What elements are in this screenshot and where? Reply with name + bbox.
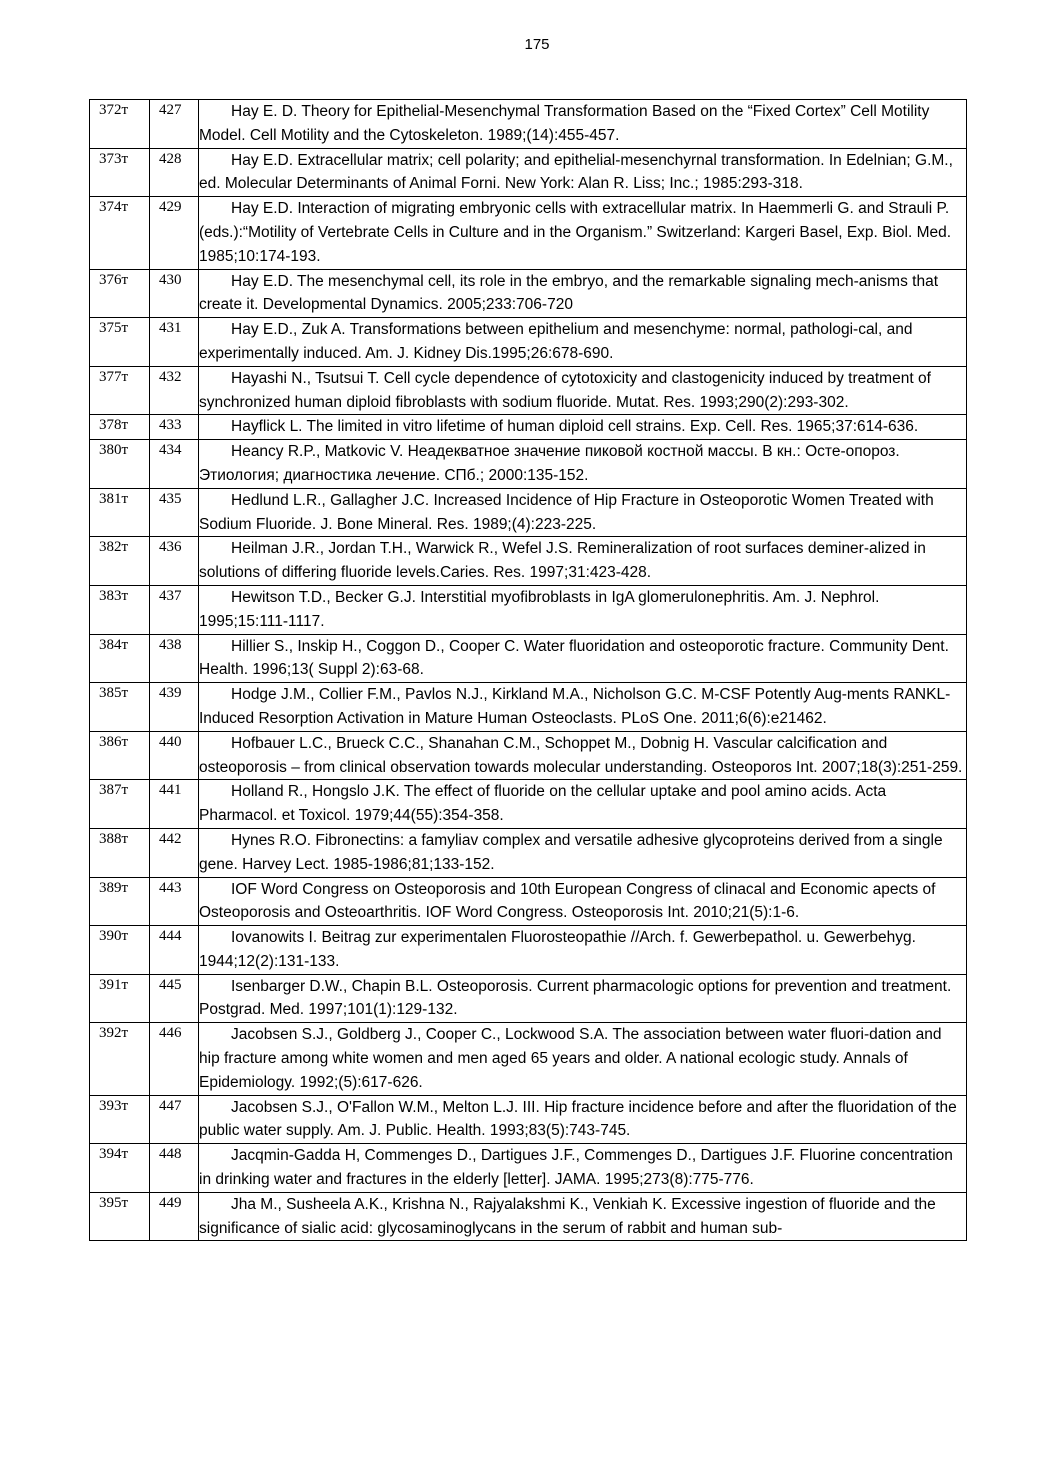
local-number-cell bbox=[90, 366, 150, 415]
reference-text: Heilman J.R., Jordan T.H., Warwick R., Wefel J.S. Remineralization of root surfaces deminer-alized in solutions of differing fluoride levels.Caries. Res. 1997;31:423-428. bbox=[199, 537, 967, 586]
reference-row bbox=[90, 269, 967, 318]
reference-number-cell bbox=[150, 1095, 199, 1144]
reference-number: 429 bbox=[159, 199, 182, 216]
local-number: 385т bbox=[99, 685, 129, 702]
local-number: 387т bbox=[99, 782, 129, 799]
reference-text: Hay E.D. The mesenchymal cell, its role in the embryo, and the remarkable signaling mech-anisms that create it. Developmental Dynamics. 2005;233:706-720 bbox=[199, 269, 967, 318]
reference-number: 449 bbox=[159, 1194, 182, 1211]
reference-number-cell bbox=[150, 366, 199, 415]
reference-number: 437 bbox=[159, 587, 182, 604]
reference-row bbox=[90, 148, 967, 197]
reference-text: Hewitson T.D., Becker G.J. Interstitial myofibroblasts in IgA glomerulonephritis. Am. J. Nephrol. 1995;15:111-1117. bbox=[199, 585, 967, 634]
reference-text: IOF Word Congress on Osteoporosis and 10th European Congress of clinacal and Economic apects of Osteoporosis and Osteoarthritis. IOF Word Congress. Osteoporosis Int. 2010;21(5):1-6. bbox=[199, 877, 967, 926]
reference-number-cell bbox=[150, 731, 199, 780]
reference-text: Isenbarger D.W., Chapin B.L. Osteoporosis. Current pharmacologic options for prevention and treatment. Postgrad. Med. 1997;101(1):129-132. bbox=[199, 974, 967, 1023]
reference-text: Hayflick L. The limited in vitro lifetime of human diploid cell strains. Exp. Cell. Res. 1965;37:614-636. bbox=[199, 415, 967, 440]
reference-text: Jacobsen S.J., O'Fallon W.M., Melton L.J. III. Hip fracture incidence before and after the fluoridation of the public water supply. Am. J. Public. Health. 1993;83(5):743-745. bbox=[199, 1095, 967, 1144]
reference-number: 438 bbox=[159, 636, 182, 653]
reference-number: 441 bbox=[159, 782, 182, 799]
local-number: 381т bbox=[99, 490, 129, 507]
reference-text: Hillier S., Inskip H., Coggon D., Cooper C. Water fluoridation and osteoporotic fracture. Community Dent. Health. 1996;13( Suppl 2):63-68. bbox=[199, 634, 967, 683]
reference-text: Hay E.D. Interaction of migrating embryonic cells with extracellular matrix. In Haemmerli G. and Strauli P. (eds.):“Motility of Vertebrate Cells in Culture and in the Organism.” Switzerland: Kargeri Basel, Exp. Biol. Med. 1985;10:174-193. bbox=[199, 197, 967, 269]
reference-number-cell bbox=[150, 974, 199, 1023]
local-number: 391т bbox=[99, 976, 129, 993]
reference-row bbox=[90, 585, 967, 634]
local-number-cell bbox=[90, 828, 150, 877]
reference-text: Heancy R.P., Matkovic V. Неадекватное значение пиковой костной массы. В кн.: Осте-опороз. Этиология; диагностика лечение. СПб.; 2000:135-152. bbox=[199, 440, 967, 489]
reference-number-cell bbox=[150, 877, 199, 926]
local-number: 375т bbox=[99, 320, 129, 337]
local-number: 382т bbox=[99, 539, 129, 556]
reference-number-cell bbox=[150, 780, 199, 829]
local-number: 383т bbox=[99, 587, 129, 604]
reference-text: Hay E. D. Theory for Epithelial-Mesenchymal Transformation Based on the “Fixed Cortex” Cell Motility Model. Cell Motility and the Cytoskeleton. 1989;(14):455-457. bbox=[199, 100, 967, 149]
reference-number-cell bbox=[150, 318, 199, 367]
references-table bbox=[89, 99, 967, 1241]
reference-number: 430 bbox=[159, 271, 182, 288]
reference-number: 448 bbox=[159, 1146, 182, 1163]
reference-row bbox=[90, 731, 967, 780]
reference-text: Hynes R.O. Fibronectins: a famyliav complex and versatile adhesive glycoproteins derived from a single gene. Harvey Lect. 1985-1986;81;133-152. bbox=[199, 828, 967, 877]
reference-row bbox=[90, 974, 967, 1023]
reference-row bbox=[90, 197, 967, 269]
local-number-cell bbox=[90, 926, 150, 975]
reference-row bbox=[90, 488, 967, 537]
local-number-cell bbox=[90, 537, 150, 586]
local-number-cell bbox=[90, 974, 150, 1023]
reference-number-cell bbox=[150, 1023, 199, 1095]
reference-row bbox=[90, 634, 967, 683]
reference-number: 447 bbox=[159, 1097, 182, 1114]
local-number-cell bbox=[90, 1023, 150, 1095]
local-number-cell bbox=[90, 318, 150, 367]
local-number-cell bbox=[90, 634, 150, 683]
reference-number-cell bbox=[150, 415, 199, 440]
local-number-cell bbox=[90, 415, 150, 440]
local-number: 389т bbox=[99, 879, 129, 896]
local-number: 373т bbox=[99, 150, 129, 167]
local-number: 378т bbox=[99, 417, 129, 434]
reference-number: 444 bbox=[159, 928, 182, 945]
reference-number: 434 bbox=[159, 442, 182, 459]
local-number: 395т bbox=[99, 1194, 129, 1211]
reference-row bbox=[90, 1192, 967, 1241]
reference-text: Hedlund L.R., Gallagher J.C. Increased Incidence of Hip Fracture in Osteoporotic Women Treated with Sodium Fluoride. J. Bone Mineral. Res. 1989;(4):223-225. bbox=[199, 488, 967, 537]
reference-row bbox=[90, 828, 967, 877]
local-number-cell bbox=[90, 148, 150, 197]
reference-number-cell bbox=[150, 148, 199, 197]
local-number-cell bbox=[90, 1192, 150, 1241]
reference-text: Hay E.D., Zuk A. Transformations between epithelium and mesenchyme: normal, pathologi-cal, and experimentally induced. Am. J. Kidney Dis.1995;26:678-690. bbox=[199, 318, 967, 367]
reference-number-cell bbox=[150, 828, 199, 877]
page-number: 175 bbox=[524, 36, 550, 53]
reference-number-cell bbox=[150, 1144, 199, 1193]
reference-number-cell bbox=[150, 440, 199, 489]
reference-number: 436 bbox=[159, 539, 182, 556]
reference-number-cell bbox=[150, 488, 199, 537]
reference-text: Hay E.D. Extracellular matrix; cell polarity; and epithelial-mesenchyrnal transformation. In Edelnian; G.M., ed. Molecular Determinants of Animal Forni. New York: Alan R. Liss; Inc.; 1985:293-318. bbox=[199, 148, 967, 197]
local-number-cell bbox=[90, 1144, 150, 1193]
local-number: 377т bbox=[99, 368, 129, 385]
local-number-cell bbox=[90, 683, 150, 732]
reference-text: Iovanowits I. Beitrag zur experimentalen Fluorosteopathie //Arch. f. Gewerbepathol. u. Gewerbehyg. 1944;12(2):131-133. bbox=[199, 926, 967, 975]
reference-number-cell bbox=[150, 537, 199, 586]
local-number: 392т bbox=[99, 1025, 129, 1042]
reference-number: 427 bbox=[159, 102, 182, 118]
reference-number: 439 bbox=[159, 685, 182, 702]
local-number-cell bbox=[90, 488, 150, 537]
local-number-cell bbox=[90, 440, 150, 489]
reference-row bbox=[90, 683, 967, 732]
reference-row bbox=[90, 780, 967, 829]
local-number: 384т bbox=[99, 636, 129, 653]
reference-row bbox=[90, 100, 967, 149]
reference-number-cell bbox=[150, 197, 199, 269]
reference-number-cell bbox=[150, 100, 199, 149]
local-number: 386т bbox=[99, 733, 129, 750]
reference-number: 445 bbox=[159, 976, 182, 993]
reference-text: Hofbauer L.C., Brueck C.C., Shanahan C.M., Schoppet M., Dobnig H. Vascular calcification and osteoporosis – from clinical observation towards molecular understanding. Osteoporos Int. 2007;18(3):251-259. bbox=[199, 731, 967, 780]
reference-number-cell bbox=[150, 585, 199, 634]
reference-number: 432 bbox=[159, 368, 182, 385]
reference-number-cell bbox=[150, 926, 199, 975]
reference-row bbox=[90, 1095, 967, 1144]
reference-row bbox=[90, 537, 967, 586]
reference-number: 442 bbox=[159, 830, 182, 847]
reference-number: 443 bbox=[159, 879, 182, 896]
reference-text: Holland R., Hongslo J.K. The effect of fluoride on the cellular uptake and pool amino acids. Acta Pharmacol. et Toxicol. 1979;44(55):354-358. bbox=[199, 780, 967, 829]
local-number-cell bbox=[90, 731, 150, 780]
local-number: 388т bbox=[99, 830, 129, 847]
reference-text: Hayashi N., Tsutsui T. Cell cycle dependence of cytotoxicity and clastogenicity induced by treatment of synchronized human diploid fibroblasts with sodium fluoride. Mutat. Res. 1993;290(2):293-302. bbox=[199, 366, 967, 415]
reference-number-cell bbox=[150, 269, 199, 318]
local-number: 376т bbox=[99, 271, 129, 288]
local-number-cell bbox=[90, 269, 150, 318]
reference-number: 428 bbox=[159, 150, 182, 167]
local-number-cell bbox=[90, 100, 150, 149]
reference-row bbox=[90, 318, 967, 367]
reference-text: Hodge J.M., Collier F.M., Pavlos N.J., Kirkland M.A., Nicholson G.C. M-CSF Potently Aug-ments RANKL-Induced Resorption Activation in Mature Human Osteoclasts. PLoS One. 2011;6(6):e21462. bbox=[199, 683, 967, 732]
local-number: 372т bbox=[99, 102, 129, 118]
reference-number: 433 bbox=[159, 417, 182, 434]
reference-text: Jacobsen S.J., Goldberg J., Cooper C., Lockwood S.A. The association between water fluori-dation and hip fracture among white women and men aged 65 years and older. A national ecologic study. Annals of Epidemiology. 1992;(5):617-626. bbox=[199, 1023, 967, 1095]
reference-row bbox=[90, 877, 967, 926]
reference-text: Jacqmin-Gadda H, Commenges D., Dartigues J.F., Commenges D., Dartigues J.F. Fluorine concentration in drinking water and fractures in the elderly [letter]. JAMA. 1995;273(8):775-776. bbox=[199, 1144, 967, 1193]
local-number: 374т bbox=[99, 199, 129, 216]
reference-row bbox=[90, 440, 967, 489]
reference-row bbox=[90, 1144, 967, 1193]
local-number: 394т bbox=[99, 1146, 129, 1163]
local-number: 380т bbox=[99, 442, 129, 459]
reference-text: Jha M., Susheela A.K., Krishna N., Rajyalakshmi K., Venkiah K. Excessive ingestion of fluoride and the significance of sialic acid: glycosaminoglycans in the serum of rabbit and human sub- bbox=[199, 1192, 967, 1241]
local-number-cell bbox=[90, 585, 150, 634]
reference-row bbox=[90, 926, 967, 975]
reference-number-cell bbox=[150, 1192, 199, 1241]
reference-row bbox=[90, 1023, 967, 1095]
reference-row bbox=[90, 415, 967, 440]
reference-number-cell bbox=[150, 634, 199, 683]
local-number: 393т bbox=[99, 1097, 129, 1114]
local-number-cell bbox=[90, 197, 150, 269]
reference-number-cell bbox=[150, 683, 199, 732]
reference-number: 431 bbox=[159, 320, 182, 337]
reference-row bbox=[90, 366, 967, 415]
local-number-cell bbox=[90, 877, 150, 926]
local-number-cell bbox=[90, 1095, 150, 1144]
reference-number: 440 bbox=[159, 733, 182, 750]
local-number-cell bbox=[90, 780, 150, 829]
local-number: 390т bbox=[99, 928, 129, 945]
reference-number: 446 bbox=[159, 1025, 182, 1042]
reference-number: 435 bbox=[159, 490, 182, 507]
